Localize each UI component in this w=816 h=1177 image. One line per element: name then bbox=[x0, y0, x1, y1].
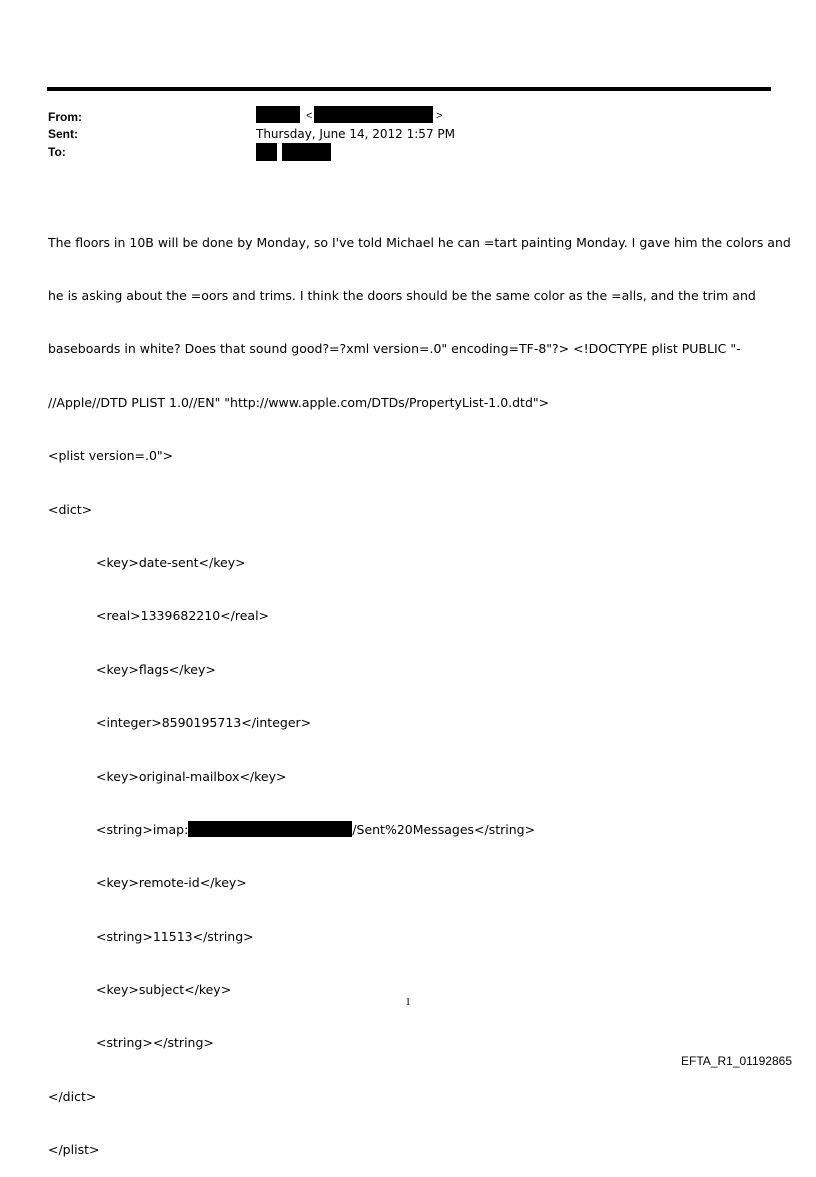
dict-line: <key>remote-id</key> bbox=[96, 875, 247, 891]
to-label: To: bbox=[48, 145, 66, 159]
dict-line: <string></string> bbox=[96, 1035, 214, 1051]
document-id: EFTA_R1_01192865 bbox=[681, 1054, 792, 1068]
body-line: //Apple//DTD PLIST 1.0//EN" "http://www.apple.com/DTDs/PropertyList-1.0.dtd"> bbox=[48, 394, 550, 410]
dict-open: <dict> bbox=[48, 501, 93, 517]
dict-line: <string>11513</string> bbox=[96, 928, 254, 944]
to-redaction-1 bbox=[256, 143, 277, 161]
from-label: From: bbox=[48, 110, 82, 124]
imap-suffix: /Sent%20Messages</string> bbox=[352, 821, 536, 837]
dict-line: <integer>8590195713</integer> bbox=[96, 715, 312, 731]
from-email-redaction bbox=[314, 106, 433, 123]
body-line: he is asking about the =oors and trims. I think the doors should be the same color as the =alls, and the trim and bbox=[48, 287, 756, 303]
dict-line: <key>subject</key> bbox=[96, 982, 232, 998]
imap-redaction bbox=[188, 821, 352, 837]
plist-open: <plist version=.0"> bbox=[48, 448, 174, 464]
body-line: baseboards in white? Does that sound good?=?xml version=.0" encoding=TF-8"?> <!DOCTYPE plist PUBLIC "- bbox=[48, 341, 741, 357]
header-rule bbox=[47, 87, 771, 91]
from-name-redaction bbox=[256, 106, 300, 123]
imap-prefix: <string>imap: bbox=[96, 821, 189, 837]
plist-close: </plist> bbox=[48, 1142, 100, 1158]
dict-line: <real>1339682210</real> bbox=[96, 608, 270, 624]
to-redaction-2 bbox=[282, 143, 331, 161]
body-line: The floors in 10B will be done by Monday, so I've told Michael he can =tart painting Monday. I gave him the colors and bbox=[48, 234, 791, 250]
message-body bbox=[48, 198, 791, 1177]
from-gt: > bbox=[436, 110, 443, 122]
page-number: 1 bbox=[405, 996, 411, 1008]
sent-value: Thursday, June 14, 2012 1:57 PM bbox=[256, 127, 455, 141]
dict-line: <key>original-mailbox</key> bbox=[96, 768, 287, 784]
dict-line: <key>date-sent</key> bbox=[96, 554, 246, 570]
from-lt: < bbox=[306, 110, 313, 122]
sent-label: Sent: bbox=[48, 127, 78, 141]
dict-close: </dict> bbox=[48, 1088, 97, 1104]
imap-line bbox=[48, 821, 764, 839]
dict-line: <key>flags</key> bbox=[96, 661, 216, 677]
